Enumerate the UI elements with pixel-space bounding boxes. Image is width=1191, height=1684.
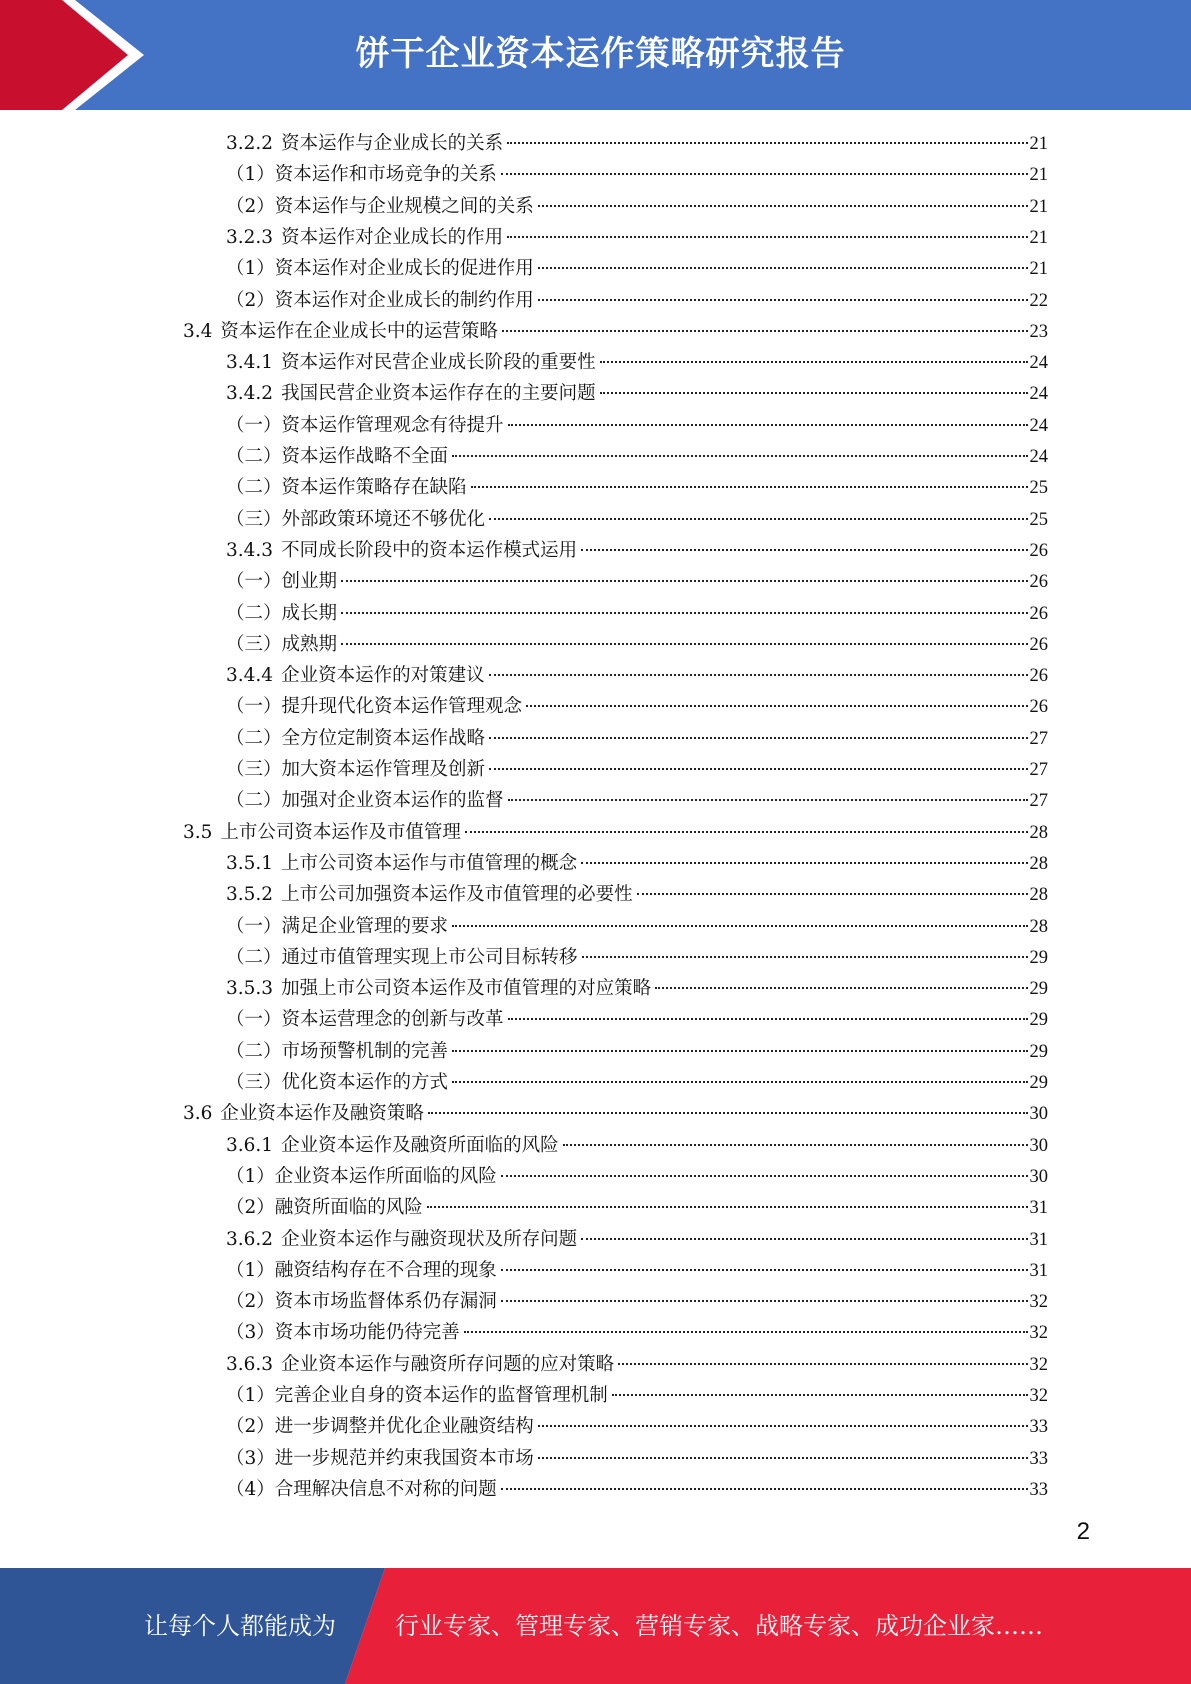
toc-entry-label: [226, 1474, 497, 1505]
dot-leader: [489, 518, 1027, 520]
toc-entry[interactable]: [226, 1286, 1048, 1317]
toc-entry[interactable]: [226, 598, 1048, 629]
toc-entry-label: [226, 911, 448, 942]
toc-entry[interactable]: [226, 1411, 1048, 1442]
toc-entry[interactable]: [226, 1004, 1048, 1035]
dot-leader: [501, 1300, 1028, 1302]
toc-entry-page: 21: [1029, 259, 1048, 280]
toc-entry-title: 资本运作与企业成长的关系: [281, 133, 504, 154]
toc-entry-page: 26: [1029, 634, 1048, 655]
toc-entry[interactable]: [183, 316, 1048, 347]
dot-leader: [538, 1457, 1028, 1459]
toc-entry-number: 3.4.1: [226, 352, 274, 374]
toc-entry-number: 3.4.4: [226, 665, 274, 687]
toc-entry-label: [226, 1317, 460, 1348]
toc-entry-number: 3.4.3: [226, 539, 274, 561]
toc-entry-label: [226, 535, 577, 566]
toc-entry[interactable]: [226, 942, 1048, 973]
dot-leader: [452, 455, 1027, 457]
dot-leader: [502, 330, 1028, 332]
dot-leader: [489, 737, 1027, 739]
toc-entry-page: 31: [1029, 1198, 1048, 1219]
toc-entry[interactable]: [226, 911, 1048, 942]
toc-entry-label: [226, 879, 633, 910]
dot-leader: [508, 1018, 1028, 1020]
toc-entry-label: [226, 1255, 497, 1286]
toc-entry-page: 29: [1029, 1073, 1048, 1093]
toc-entry-title: （二）通过市值管理实现上市公司目标转移: [226, 946, 578, 968]
toc-entry-page: 25: [1029, 478, 1048, 499]
dot-leader: [501, 1175, 1028, 1177]
toc-entry-label: [226, 1224, 577, 1255]
toc-entry[interactable]: [183, 817, 1048, 848]
toc-entry-title: （1）企业资本运作所面临的风险: [226, 1165, 497, 1187]
dot-leader: [508, 424, 1028, 426]
toc-entry[interactable]: [226, 1130, 1048, 1161]
toc-entry-label: [226, 222, 503, 253]
toc-entry-label: [226, 128, 503, 159]
toc-entry[interactable]: [226, 1161, 1048, 1192]
dot-leader: [452, 925, 1027, 927]
dot-leader: [452, 1081, 1027, 1083]
toc-entry-page: 27: [1029, 791, 1048, 812]
toc-entry-label: [226, 598, 337, 629]
toc-entry-number: 3.6.2: [226, 1228, 274, 1250]
toc-entry-label: [226, 191, 534, 222]
dot-leader: [637, 893, 1028, 895]
toc-entry-label: [226, 504, 485, 535]
toc-entry-number: 3.2.3: [226, 226, 274, 248]
toc-entry[interactable]: [226, 785, 1048, 816]
toc-entry[interactable]: [226, 848, 1048, 879]
toc-entry-label: [226, 723, 485, 754]
dot-leader: [501, 1269, 1028, 1271]
toc-entry-page: 30: [1029, 1104, 1048, 1125]
dot-leader: [563, 1144, 1028, 1146]
toc-entry-title: （2）资本运作对企业成长的制约作用: [226, 289, 534, 311]
toc-entry-title: 企业资本运作与融资现状及所存问题: [281, 1228, 578, 1250]
toc-entry-title: （二）加强对企业资本运作的监督: [226, 790, 504, 812]
toc-entry[interactable]: [226, 1067, 1048, 1098]
toc-entry-title: 上市公司加强资本运作及市值管理的必要性: [281, 884, 633, 906]
toc-entry-title: （2）进一步调整并优化企业融资结构: [226, 1416, 534, 1438]
toc-entry-label: [226, 347, 596, 378]
toc-entry-page: 28: [1029, 853, 1048, 874]
toc-entry-label: [226, 973, 651, 1004]
toc-entry-title: （三）优化资本运作的方式: [226, 1072, 449, 1093]
toc-entry-label: [226, 1192, 423, 1223]
page-number: 2: [1076, 1518, 1090, 1545]
dot-leader: [507, 236, 1027, 238]
page-footer: [0, 1568, 1191, 1684]
toc-entry[interactable]: [226, 1036, 1048, 1067]
toc-entry-title: （1）完善企业自身的资本运作的监督管理机制: [226, 1385, 608, 1406]
toc-entry[interactable]: [226, 535, 1048, 566]
toc-entry[interactable]: [226, 629, 1048, 660]
toc-entry-label: [226, 1130, 559, 1161]
toc-entry[interactable]: [226, 754, 1048, 785]
toc-entry[interactable]: [226, 128, 1048, 159]
toc-entry[interactable]: [183, 1098, 1048, 1129]
toc-entry-number: 3.6.1: [226, 1134, 274, 1156]
toc-entry-label: [226, 472, 467, 503]
toc-entry-title: 资本运作对民营企业成长阶段的重要性: [281, 352, 596, 374]
dot-leader: [538, 205, 1028, 207]
toc-entry-number: 3.5.2: [226, 884, 274, 906]
toc-entry-label: [226, 1380, 608, 1411]
toc-entry-number: 3.2.2: [226, 133, 274, 154]
toc-entry[interactable]: [226, 159, 1048, 190]
toc-entry[interactable]: [226, 1443, 1048, 1474]
dot-leader: [341, 643, 1027, 645]
toc-entry[interactable]: [226, 285, 1048, 316]
toc-entry[interactable]: [226, 879, 1048, 910]
toc-entry-label: [226, 691, 522, 722]
toc-entry-title: （二）资本运作策略存在缺陷: [226, 477, 467, 499]
toc-entry[interactable]: [226, 1474, 1048, 1505]
toc-entry-title: （三）外部政策环境还不够优化: [226, 508, 486, 530]
toc-entry-page: 29: [1029, 947, 1048, 968]
toc-entry-label: [226, 253, 534, 284]
toc-entry-label: [226, 378, 596, 409]
dot-leader: [581, 862, 1027, 864]
toc-entry-title: （1）资本运作和市场竞争的关系: [226, 164, 497, 186]
dot-leader: [508, 799, 1028, 801]
toc-entry-label: [226, 1067, 448, 1098]
toc-entry[interactable]: [226, 504, 1048, 535]
toc-entry-page: 32: [1029, 1292, 1048, 1313]
toc-entry[interactable]: [226, 347, 1048, 378]
toc-entry-label: [226, 1443, 534, 1474]
toc-entry[interactable]: [226, 691, 1048, 722]
toc-entry[interactable]: [226, 660, 1048, 691]
footer-slogan-left: 让每个人都能成为: [144, 1612, 336, 1640]
toc-entry-page: 26: [1029, 572, 1048, 593]
toc-entry-title: （3）进一步规范并约束我国资本市场: [226, 1447, 534, 1469]
dot-leader: [464, 1331, 1028, 1333]
toc-entry-title: （一）资本运作管理观念有待提升: [226, 414, 504, 436]
toc-entry-page: 33: [1029, 1417, 1048, 1438]
toc-entry-page: 33: [1029, 1448, 1048, 1469]
dot-leader: [507, 142, 1027, 144]
toc-entry-title: （4）合理解决信息不对称的问题: [226, 1478, 497, 1500]
toc-entry-page: 26: [1029, 666, 1048, 687]
toc-entry-title: （三）成熟期: [226, 633, 338, 655]
toc-entry[interactable]: [226, 1192, 1048, 1223]
toc-entry[interactable]: [226, 1255, 1048, 1286]
dot-leader: [341, 612, 1027, 614]
dot-leader: [452, 1050, 1027, 1052]
toc-entry-number: 3.5: [183, 821, 213, 843]
toc-entry-title: （1）融资结构存在不合理的现象: [226, 1259, 497, 1281]
toc-entry-label: [226, 1004, 504, 1035]
toc-entry-title: （二）全方位定制资本运作战略: [226, 727, 486, 749]
toc-entry-title: （2）资本市场监督体系仍存漏洞: [226, 1291, 497, 1313]
toc-entry-label: [226, 410, 504, 441]
toc-entry-label: [226, 159, 497, 190]
document-title: 饼干企业资本运作策略研究报告: [355, 34, 846, 74]
toc-entry-page: 21: [1029, 227, 1048, 248]
toc-entry-page: 24: [1029, 384, 1048, 405]
toc-entry-page: 29: [1029, 1010, 1048, 1031]
dot-leader: [600, 361, 1028, 363]
toc-entry-title: 上市公司资本运作及市值管理: [220, 821, 461, 843]
toc-entry[interactable]: [226, 222, 1048, 253]
toc-entry-label: [226, 942, 578, 973]
dot-leader: [465, 831, 1028, 833]
toc-entry-title: （一）提升现代化资本运作管理观念: [226, 696, 523, 718]
toc-entry-page: 29: [1029, 979, 1048, 1000]
dot-leader: [538, 299, 1028, 301]
toc-entry-title: （三）加大资本运作管理及创新: [226, 759, 486, 780]
toc-entry-page: 26: [1029, 603, 1048, 624]
toc-entry-page: 21: [1029, 165, 1048, 186]
toc-entry-number: 3.6.3: [226, 1353, 274, 1375]
toc-entry-title: 我国民营企业资本运作存在的主要问题: [281, 383, 596, 405]
toc-entry-page: 25: [1029, 509, 1048, 530]
toc-entry-number: 3.5.1: [226, 852, 274, 874]
footer-slogan-right: 行业专家、管理专家、营销专家、战略专家、成功企业家……: [395, 1612, 1043, 1640]
toc-entry-label: [226, 1161, 497, 1192]
toc-entry-title: 企业资本运作的对策建议: [281, 665, 485, 687]
toc-entry-page: 32: [1029, 1323, 1048, 1344]
toc-entry[interactable]: [226, 1224, 1048, 1255]
dot-leader: [538, 267, 1028, 269]
toc-entry-number: 3.6: [183, 1103, 213, 1125]
toc-entry-page: 32: [1029, 1354, 1048, 1375]
dot-leader: [618, 1363, 1027, 1365]
toc-entry-page: 28: [1029, 822, 1048, 843]
toc-entry-title: （2）资本运作与企业规模之间的关系: [226, 195, 534, 217]
toc-entry-page: 26: [1029, 697, 1048, 718]
toc-entry[interactable]: [226, 1317, 1048, 1348]
toc-entry[interactable]: [226, 566, 1048, 597]
toc-entry-page: 32: [1029, 1386, 1048, 1406]
toc-entry-page: 33: [1029, 1479, 1048, 1500]
toc-entry-page: 31: [1029, 1260, 1048, 1281]
toc-entry[interactable]: [226, 441, 1048, 472]
toc-entry[interactable]: [226, 723, 1048, 754]
toc-entry[interactable]: [226, 1380, 1048, 1411]
toc-entry-page: 21: [1029, 134, 1048, 154]
toc-entry-title: 资本运作在企业成长中的运营策略: [220, 320, 498, 342]
toc-entry-title: 企业资本运作及融资所面临的风险: [281, 1134, 559, 1156]
toc-entry-label: [183, 817, 461, 848]
toc-entry[interactable]: [226, 973, 1048, 1004]
dot-leader: [655, 987, 1027, 989]
toc-entry-title: 加强上市公司资本运作及市值管理的对应策略: [281, 978, 652, 1000]
dot-leader: [501, 173, 1028, 175]
toc-entry-page: 21: [1029, 196, 1048, 217]
toc-entry-title: 企业资本运作及融资策略: [220, 1103, 424, 1125]
toc-entry-number: 3.4.2: [226, 383, 274, 405]
dot-leader: [526, 705, 1027, 707]
toc-entry-page: 22: [1029, 290, 1048, 311]
toc-entry-label: [226, 1411, 534, 1442]
toc-entry-page: 24: [1029, 353, 1048, 374]
toc-entry-label: [226, 1349, 614, 1380]
toc-entry-title: （2）融资所面临的风险: [226, 1197, 423, 1219]
toc-entry-title: （一）创业期: [226, 571, 338, 593]
dot-leader: [501, 1488, 1028, 1490]
dot-leader: [489, 674, 1028, 676]
toc-entry-label: [226, 1036, 448, 1067]
toc-entry-title: （二）成长期: [226, 602, 338, 624]
toc-entry[interactable]: [226, 472, 1048, 503]
dot-leader: [582, 956, 1028, 958]
toc-entry-page: 28: [1029, 885, 1048, 906]
toc-entry-label: [226, 785, 504, 816]
toc-entry-label: [226, 754, 485, 785]
dot-leader: [489, 768, 1027, 770]
toc-entry[interactable]: [226, 378, 1048, 409]
toc-entry-page: 30: [1029, 1135, 1048, 1156]
toc-entry-page: 26: [1029, 540, 1048, 561]
toc-entry-label: [226, 1286, 497, 1317]
toc-entry-title: 不同成长阶段中的资本运作模式运用: [281, 539, 578, 561]
toc-entry-title: 上市公司资本运作与市值管理的概念: [281, 852, 578, 874]
toc-entry-label: [226, 629, 337, 660]
toc-entry-page: 29: [1029, 1041, 1048, 1062]
toc-entry-title: （二）市场预警机制的完善: [226, 1040, 449, 1062]
dot-leader: [427, 1206, 1028, 1208]
toc-entry-title: （3）资本市场功能仍待完善: [226, 1322, 460, 1344]
toc-entry-label: [226, 285, 534, 316]
toc-entry-number: 3.4: [183, 320, 213, 342]
toc-entry-title: （一）资本运营理念的创新与改革: [226, 1009, 504, 1031]
toc-entry-page: 24: [1029, 447, 1048, 467]
toc-entry[interactable]: [226, 410, 1048, 441]
dot-leader: [428, 1112, 1028, 1114]
toc-entry-page: 31: [1029, 1229, 1048, 1250]
toc-entry-page: 30: [1029, 1166, 1048, 1187]
toc-entry-number: 3.5.3: [226, 978, 274, 1000]
toc-entry-label: [226, 566, 337, 597]
dot-leader: [538, 1425, 1028, 1427]
toc-entry-label: [226, 848, 577, 879]
toc-entry[interactable]: [226, 191, 1048, 222]
dot-leader: [600, 392, 1028, 394]
dot-leader: [471, 486, 1028, 488]
toc-entry-page: 23: [1029, 321, 1048, 342]
toc-entry-page: 24: [1029, 415, 1048, 436]
toc-entry-label: [226, 441, 448, 472]
toc-entry-title: （一）满足企业管理的要求: [226, 915, 449, 937]
page-header: [0, 0, 1191, 110]
dot-leader: [612, 1394, 1028, 1396]
toc-entry-page: 27: [1029, 760, 1048, 780]
toc-entry-label: [226, 660, 485, 691]
toc-entry[interactable]: [226, 1349, 1048, 1380]
toc-entry-title: 企业资本运作与融资所存问题的应对策略: [281, 1353, 615, 1375]
dot-leader: [341, 580, 1027, 582]
toc-entry-label: [183, 316, 498, 347]
toc-entry-title: （二）资本运作战略不全面: [226, 446, 449, 467]
toc-entry-label: [183, 1098, 424, 1129]
dot-leader: [581, 549, 1027, 551]
toc-entry-title: 资本运作对企业成长的作用: [281, 226, 504, 248]
toc-entry-page: 27: [1029, 728, 1048, 749]
toc-entry-title: （1）资本运作对企业成长的促进作用: [226, 258, 534, 280]
toc-entry-page: 28: [1029, 916, 1048, 937]
toc-entry[interactable]: [226, 253, 1048, 284]
dot-leader: [581, 1238, 1027, 1240]
